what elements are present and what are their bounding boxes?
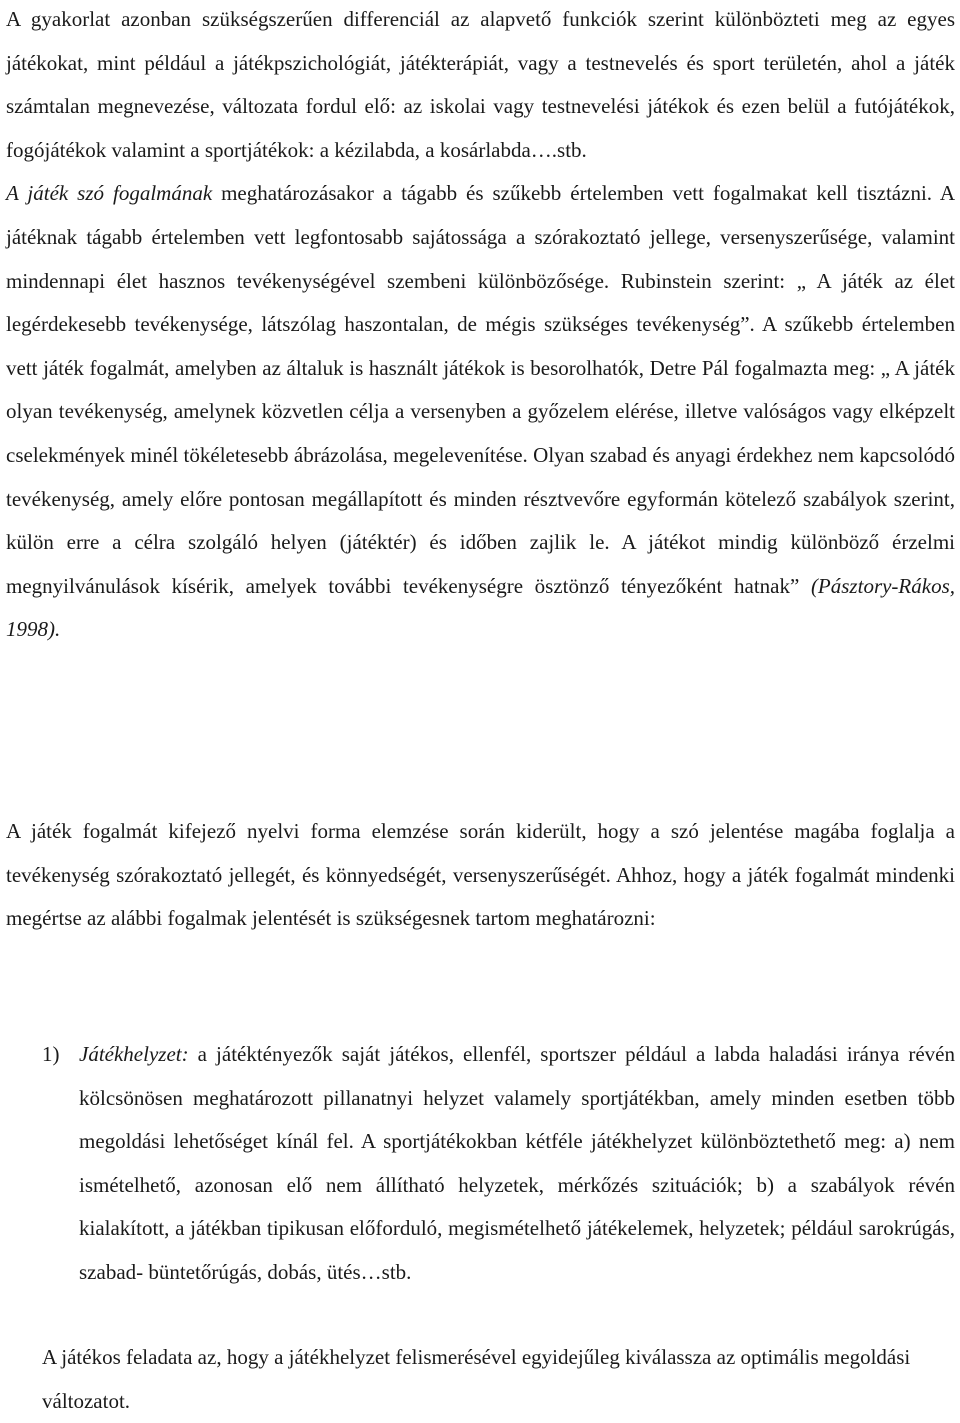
paragraph-game-definitions — [6, 0, 955, 652]
list-item-text: a játéktényezők saját játékos, ellenfél, sportszer például a labda haladási iránya révén kölcsönösen meghatározott pillanatnyi helyzet valamely sportjátékban, amely minden esetben több megoldási lehetőséget kínál fel. A sportjátékokban kétféle játékhelyzet különböztethető meg: a) nem ismételhető, azonosan elő nem állítható helyzetek, mérkőzés szituációk; b) a szabályok révén kialakított, a játékban tipikusan előforduló, megismételhető játékelemek, helyzetek; például sarokrúgás, szabad- büntetőrúgás, dobás, ütés…stb. — [79, 1042, 955, 1284]
definition-list — [0, 1033, 955, 1295]
italic-lead-phrase: A játék szó fogalmának — [6, 181, 213, 206]
paragraph-player-task: A játékos feladata az, hogy a játékhelyzet felismerésével egyidejűleg kiválassza az optimális megoldási változatot. — [42, 1345, 911, 1413]
list-item — [0, 1033, 955, 1295]
paragraph-language-form: A játék fogalmát kifejező nyelvi forma elemzése során kiderült, hogy a szó jelentése magába foglalja a tevékenység szórakoztató jellegét, és könnyedségét, versenyszerűségét. Ahhoz, hogy a játék fogalmát mindenki megértse az alábbi fogalmak jelentését is szükségesnek tartom meghatározni: — [6, 819, 955, 931]
paragraph-intro-text: A gyakorlat azonban szükségszerűen differenciál az alapvető funkciók szerint különbözteti meg az egyes játékokat, mint például a játékpszichológiát, játékterápiát, vagy a testnevelés és sport területén, ahol a játék számtalan megnevezése, változata fordul elő: az iskolai vagy testnevelési játékok és ezen belül a futójátékok, fogójátékok valamint a sportjátékok: a kézilabda, a kosárlabda….stb. — [6, 7, 955, 162]
list-item-term: Játékhelyzet: — [79, 1042, 189, 1066]
list-item-number: 1) — [42, 1042, 60, 1066]
citation: (Pásztory-Rákos, 1998). — [6, 573, 955, 642]
paragraph-body-text: meghatározásakor a tágabb és szűkebb értelemben vett fogalmakat kell tisztázni. A játéknak tágabb értelemben vett legfontosabb sajátossága a szórakoztató jellege, versenyszerűsége, valamint mindennapi élet hasznos tevékenységével szembeni különbözősége. Rubinstein szerint: „ A játék az élet legérdekesebb tevékenysége, látszólag haszontalan, de mégis szükséges tevékenység”. A szűkebb értelemben vett játék fogalmát, amelyben az általuk is használt játékok is besorolhatók, Detre Pál fogalmazta meg: „ A játék olyan tevékenység, amelynek közvetlen célja a versenyben a győzelem elérése, illetve valóságos vagy elképzelt cselekmények minél tökéletesebb ábrázolása, megelevenítése. Olyan szabad és anyagi érdekhez nem kapcsolódó tevékenység, amely előre pontosan megállapított és minden résztvevőre egyformán kötelező szabályok szerint, külön erre a célra szolgáló helyen (játéktér) és időben zajlik le. A játékot mindig különböző érzelmi megnyilvánulások kísérik, amelyek további tevékenységre ösztönző tényezőként hatnak” — [6, 181, 955, 598]
